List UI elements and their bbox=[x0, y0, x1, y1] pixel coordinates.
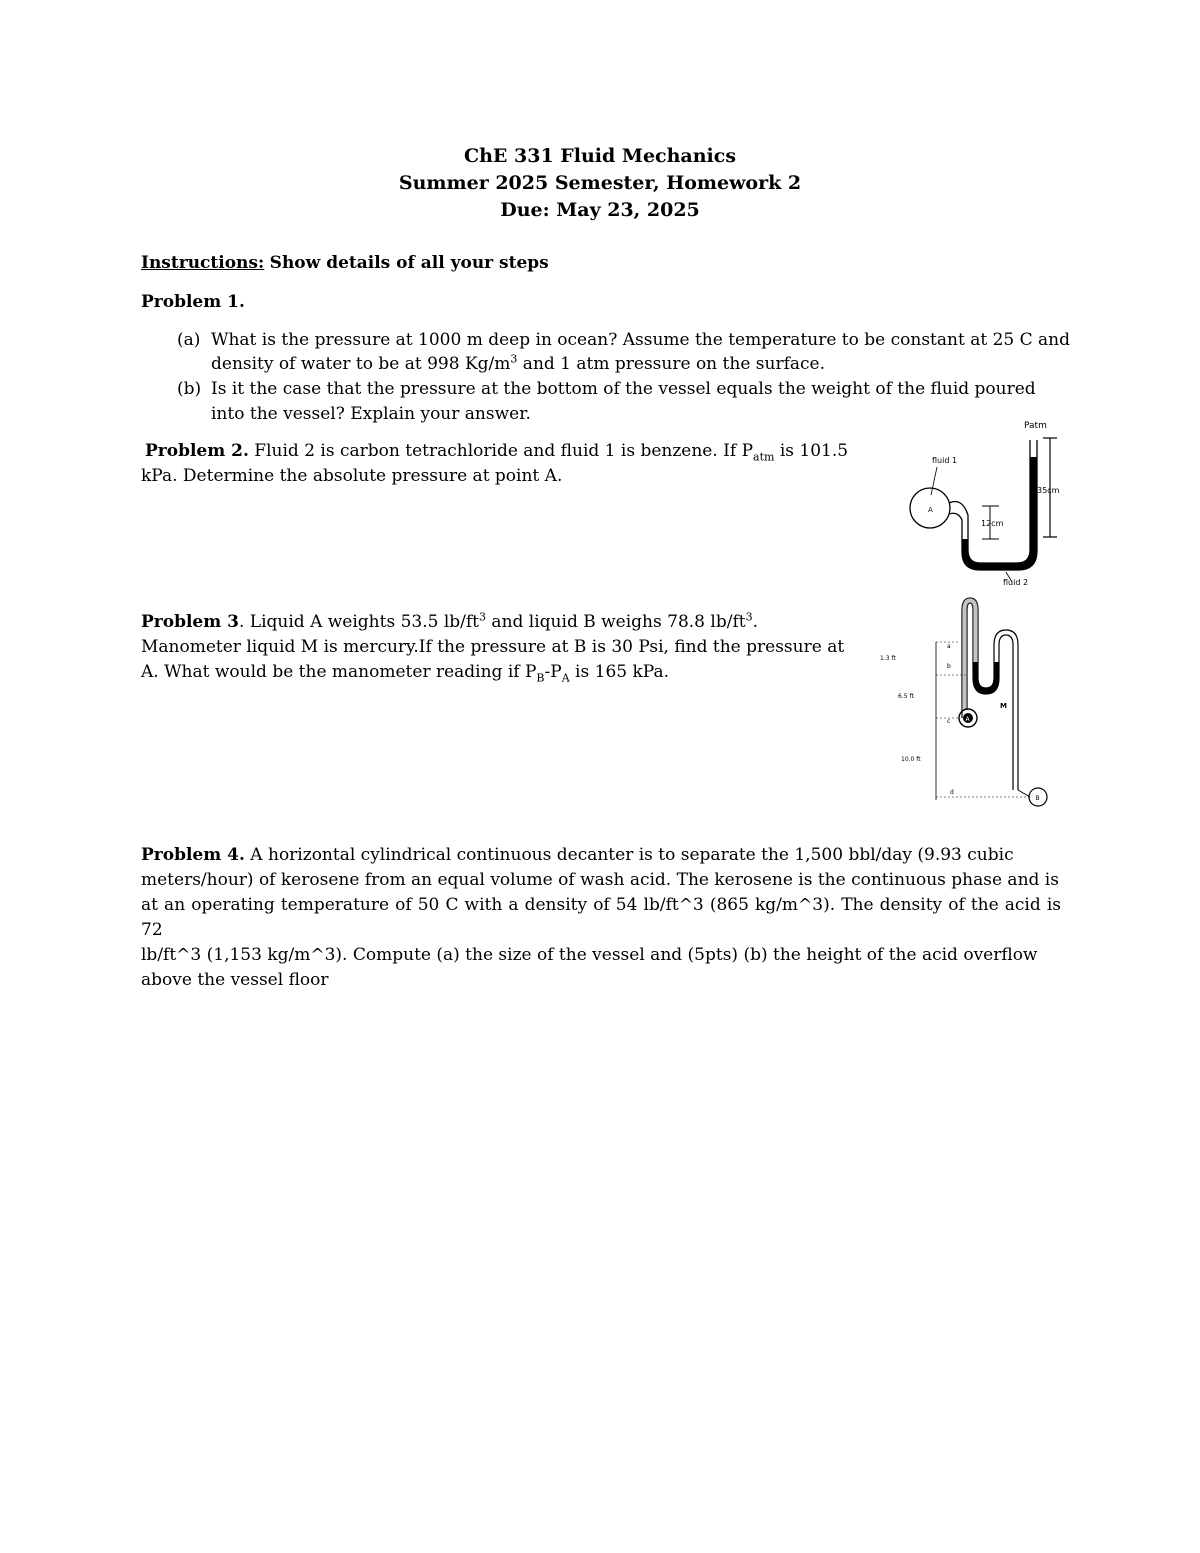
manometer-m-label: M bbox=[1000, 702, 1007, 710]
problem2-manometer-figure bbox=[900, 415, 1060, 590]
svg-text:a: a bbox=[947, 643, 951, 650]
svg-text:b: b bbox=[947, 663, 951, 670]
semester-title: Summer 2025 Semester, Homework 2 bbox=[398, 172, 802, 194]
point-a-label: A bbox=[928, 506, 933, 514]
problem3-manometer-figure bbox=[870, 590, 1060, 815]
dim-12cm-label: 12cm bbox=[981, 519, 1004, 528]
point-b-label: B bbox=[1035, 795, 1040, 802]
fluid2-column bbox=[962, 457, 1037, 570]
problem1-a-marker: (a) bbox=[177, 330, 201, 350]
instructions-label: Instructions: bbox=[141, 253, 265, 273]
problem2-heading: Problem 2. bbox=[145, 441, 249, 461]
dim-1-3ft: 1.3 ft bbox=[880, 655, 896, 662]
instructions-text: Show details of all your steps bbox=[269, 253, 549, 273]
problem1-a-line2: density of water to be at 998 $Kg/m^3$ and 1 atm pressure on the surface. bbox=[211, 352, 825, 374]
problem3-line3: A. What would be the manometer reading if $P_B-P_A$ is 165 kPa. bbox=[141, 662, 669, 685]
due-date: Due: May 23, 2025 bbox=[500, 199, 700, 221]
problem1-b-line2: into the vessel? Explain your answer. bbox=[211, 404, 531, 424]
problem4-line4: lb/ft^3 (1,153 kg/m^3). Compute (a) the size of the vessel and (5pts) (b) the height of the acid overflow bbox=[141, 945, 1038, 965]
problem4-line2: meters/hour) of kerosene from an equal volume of wash acid. The kerosene is the continuous phase and is bbox=[141, 870, 1059, 890]
problem1-b-marker: (b) bbox=[177, 379, 202, 399]
problem3-line1: Problem 3. Liquid A weights 53.5 $lb/ft^3$ and liquid B weighs 78.8 $lb/ft^3$. bbox=[141, 610, 758, 632]
patm-label: Patm bbox=[1024, 421, 1047, 431]
instructions bbox=[141, 253, 549, 273]
problem4-paragraph: Problem 4. A horizontal cylindrical continuous decanter is to separate the 1,500 bbl/day (9.93 cubic meters/hour) of kerosene from an equal volume of wash acid. The kerosene is the continuous phase and is at an operating temperature of 50 C with a density of 54 lb/ft^3 (865 kg/m^3). The density of the acid is 72 lb/ft^3 (1,153 kg/m^3). Compute (a) the size of the vessel and (5pts) (b) the height of the acid overflow above the vessel floor bbox=[141, 843, 1061, 993]
problem1-b-line1: Is it the case that the pressure at the bottom of the vessel equals the weight of the fluid poured bbox=[211, 379, 1036, 399]
fluid1-label: fluid 1 bbox=[932, 456, 958, 465]
mercury-column bbox=[973, 662, 999, 694]
dim-35cm-label: 35cm bbox=[1037, 486, 1060, 495]
problem3-heading: Problem 3 bbox=[141, 612, 239, 632]
fluid2-label: fluid 2 bbox=[1003, 578, 1029, 587]
problem4-line5: above the vessel floor bbox=[141, 970, 329, 990]
problem3-line2: Manometer liquid M is mercury.If the pressure at B is 30 Psi, find the pressure at bbox=[141, 637, 845, 657]
dim-10ft: 10.0 ft bbox=[901, 756, 921, 763]
problem1-a-line1: What is the pressure at 1000 m deep in ocean? Assume the temperature to be constant at 25 C and bbox=[211, 330, 1070, 350]
problem1-heading: Problem 1. bbox=[141, 292, 245, 312]
problem4-line3: at an operating temperature of 50 C with a density of 54 lb/ft^3 (865 kg/m^3). The density of the acid is 72 bbox=[141, 895, 1061, 940]
problem2-line1: Problem 2. Fluid 2 is carbon tetrachloride and fluid 1 is benzene. If $P_{atm}$ is 101.5 bbox=[145, 441, 849, 464]
point-a-label: A bbox=[965, 716, 970, 723]
problem2-line2: kPa. Determine the absolute pressure at point A. bbox=[141, 466, 563, 486]
svg-text:c: c bbox=[947, 718, 951, 725]
svg-text:d: d bbox=[950, 789, 954, 796]
problem4-heading: Problem 4. bbox=[141, 845, 245, 865]
course-title: ChE 331 Fluid Mechanics bbox=[463, 145, 737, 167]
dim-6-5ft: 6.5 ft bbox=[898, 693, 914, 700]
